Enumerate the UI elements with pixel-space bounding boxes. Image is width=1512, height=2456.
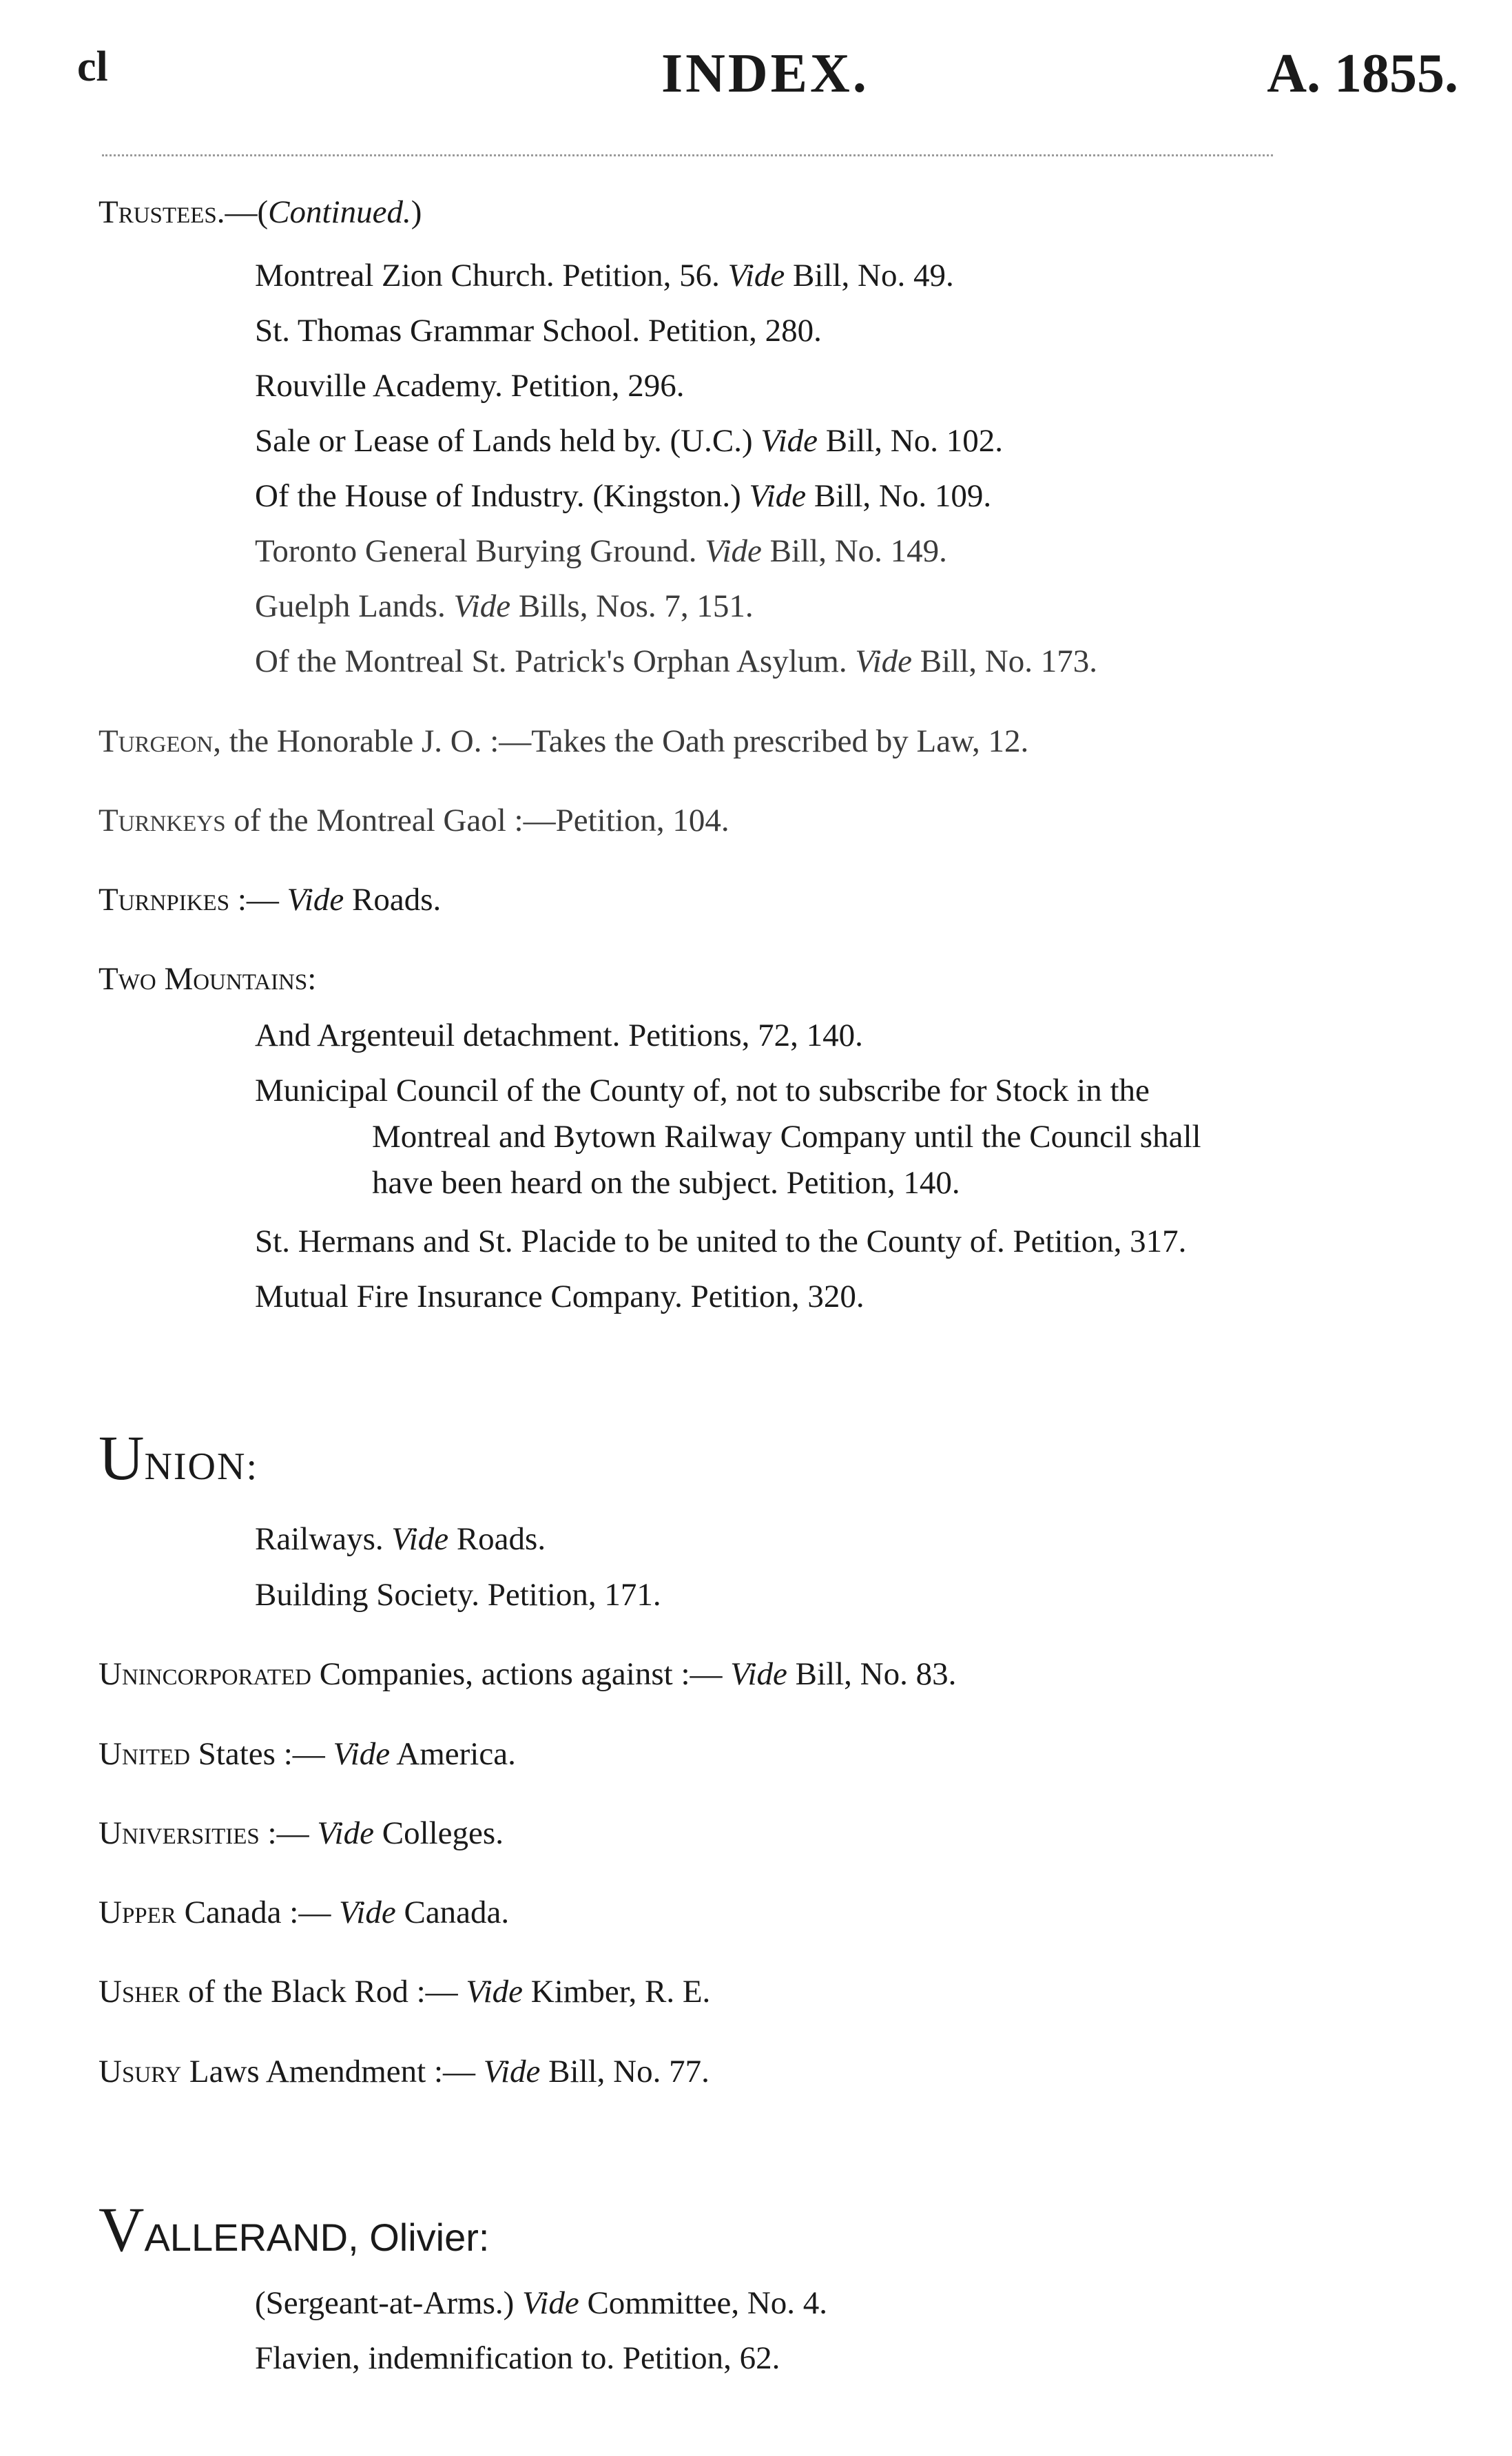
vallerand-heading: VALLERAND, Olivier: (99, 2194, 490, 2264)
index-entry-upper-canada: Upper Canada :— Vide Canada. (99, 1895, 510, 1930)
trustees-heading: Trustees.—(Continued.) (99, 194, 422, 230)
trustees-item: Guelph Lands. Vide Bills, Nos. 7, 151. (255, 588, 754, 624)
index-entry-turgeon: Turgeon, the Honorable J. O. :—Takes the Oath prescribed by Law, 12. (99, 723, 1029, 759)
union-item: Railways. Vide Roads. (255, 1521, 546, 1557)
union-heading: UNION: (99, 1423, 257, 1493)
trustees-item: St. Thomas Grammar School. Petition, 280. (255, 313, 822, 349)
index-entry-universities: Universities :— Vide Colleges. (99, 1815, 504, 1851)
two-mountains-item: And Argenteuil detachment. Petitions, 72, 140. (255, 1018, 863, 1053)
trustees-item: Sale or Lease of Lands held by. (U.C.) Vide Bill, No. 102. (255, 423, 1003, 459)
two-mountains-item-cont: have been heard on the subject. Petition, 140. (372, 1165, 960, 1201)
page-number: cl (77, 43, 108, 90)
index-entry-usury: Usury Laws Amendment :— Vide Bill, No. 77. (99, 2054, 710, 2089)
index-entry-turnpikes: Turnpikes :— Vide Roads. (99, 882, 442, 918)
trustees-item: Toronto General Burying Ground. Vide Bill, No. 149. (255, 533, 947, 569)
page-title: INDEX. (661, 43, 869, 104)
two-mountains-heading: Two Mountains: (99, 961, 317, 997)
trustees-item: Of the Montreal St. Patrick's Orphan Asylum. Vide Bill, No. 173. (255, 643, 1097, 679)
index-entry-unincorporated: Unincorporated Companies, actions against :— Vide Bill, No. 83. (99, 1656, 957, 1692)
trustees-item: Of the House of Industry. (Kingston.) Vide Bill, No. 109. (255, 478, 992, 514)
index-entry-turnkeys: Turnkeys of the Montreal Gaol :—Petition, 104. (99, 803, 729, 838)
vallerand-item: (Sergeant-at-Arms.) Vide Committee, No. 4. (255, 2285, 828, 2321)
index-entry-usher: Usher of the Black Rod :— Vide Kimber, R. E. (99, 1974, 711, 2010)
page-year: A. 1855. (1267, 43, 1458, 104)
two-mountains-item: St. Hermans and St. Placide to be united to the County of. Petition, 317. (255, 1224, 1187, 1259)
index-entry-united-states: United States :— Vide America. (99, 1736, 516, 1772)
two-mountains-item: Mutual Fire Insurance Company. Petition, 320. (255, 1279, 864, 1314)
header-rule (102, 154, 1273, 156)
two-mountains-item: Municipal Council of the County of, not to subscribe for Stock in the (255, 1073, 1150, 1108)
union-item: Building Society. Petition, 171. (255, 1577, 661, 1613)
trustees-item: Montreal Zion Church. Petition, 56. Vide Bill, No. 49. (255, 258, 954, 293)
two-mountains-item-cont: Montreal and Bytown Railway Company until the Council shall (372, 1119, 1201, 1155)
vallerand-item: Flavien, indemnification to. Petition, 62. (255, 2340, 780, 2376)
trustees-item: Rouville Academy. Petition, 296. (255, 368, 685, 404)
